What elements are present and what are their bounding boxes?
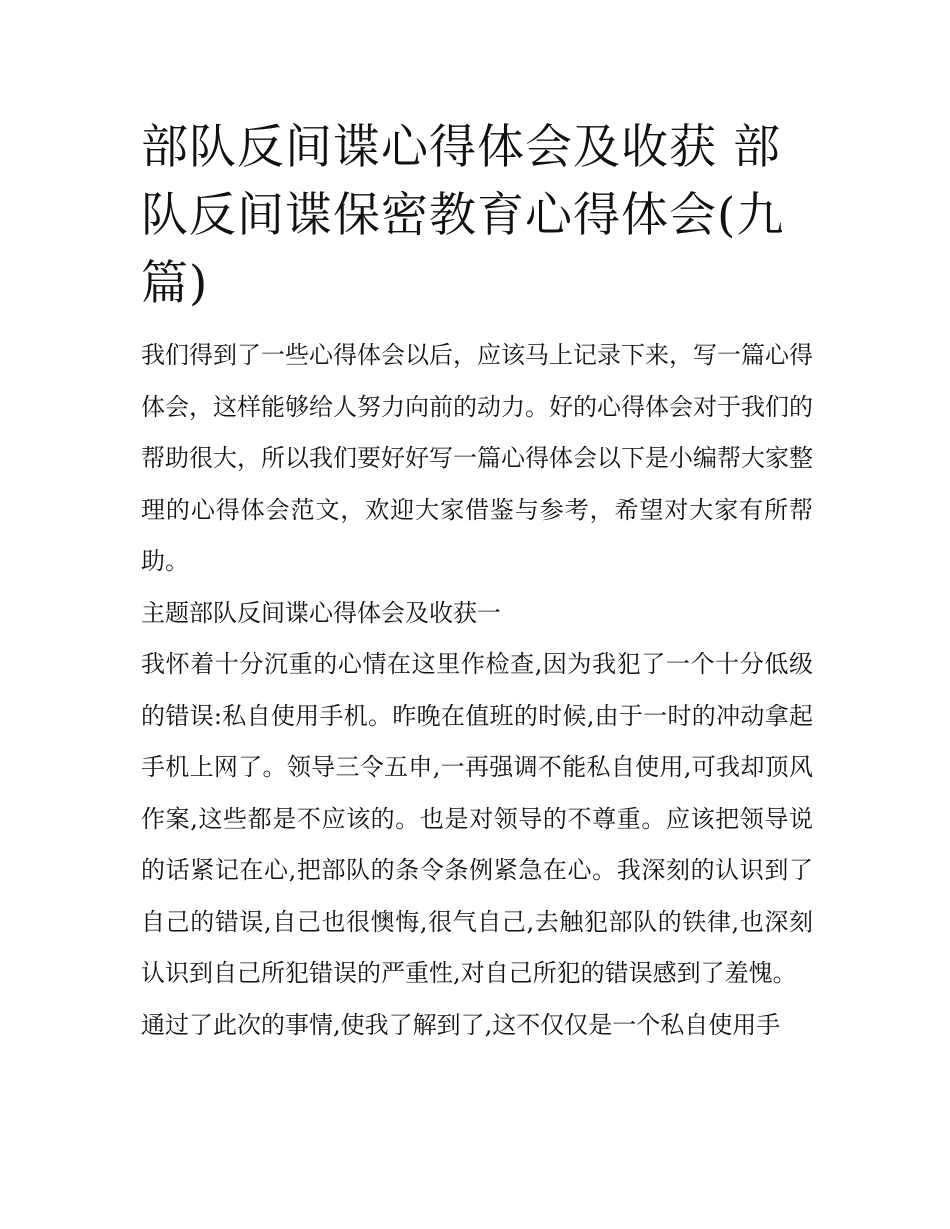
section-heading: 主题部队反间谍心得体会及收获一 (141, 598, 501, 627)
document-page (141, 114, 813, 1051)
document-title: 部队反间谍心得体会及收获 部队反间谍保密教育心得体会(九篇) (141, 120, 785, 311)
document-body (141, 330, 813, 1051)
body-paragraph-2: 通过了此次的事情,使我了解到了,这不仅仅是一个私自使用手 (141, 1010, 781, 1039)
intro-paragraph: 我们得到了一些心得体会以后，应该马上记录下来，写一篇心得体会，这样能够给人努力向前的动力。好的心得体会对于我们的帮助很大，所以我们要好好写一篇心得体会以下是小编帮大家整理的心得体会范文，欢迎大家借鉴与参考，希望对大家有所帮助。 (141, 341, 813, 575)
body-paragraph-1: 我怀着十分沉重的心情在这里作检查,因为我犯了一个十分低级的错误:私自使用手机。昨晚在值班的时候,由于一时的冲动拿起手机上网了。领导三令五申,一再强调不能私自使用,可我却顶风作案,这些都是不应该的。也是对领导的不尊重。应该把领导说的话紧记在心,把部队的条令条例紧急在心。我深刻的认识到了自己的错误,自己也很懊悔,很气自己,去触犯部队的铁律,也深刻认识到自己所犯错误的严重性,对自己所犯的错误感到了羞愧。 (141, 650, 813, 987)
